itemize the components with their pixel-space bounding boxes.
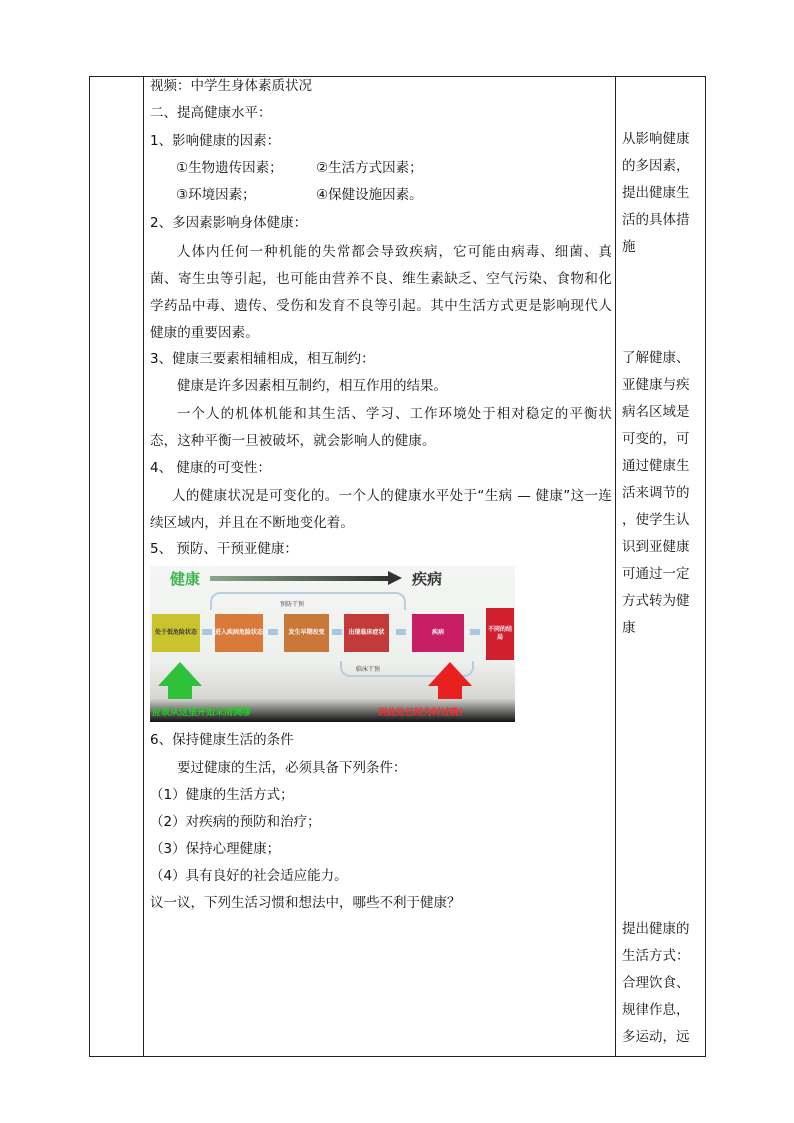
factor-item: ③环境因素；: [176, 187, 256, 203]
side-note-line: 提出健康生: [622, 185, 690, 201]
red-arrow-stem: [438, 685, 462, 699]
side-note-line: 通过健康生: [622, 458, 690, 474]
side-note-line: 的多因素，: [622, 158, 690, 174]
side-note-line: 病名区域是: [622, 404, 690, 420]
stage-box: 出现临床症状: [344, 614, 389, 652]
factor-item: ①生物遗传因素；: [176, 160, 283, 176]
column-divider-left: [143, 76, 144, 1057]
side-note-3: [622, 916, 704, 1051]
red-arrow-icon: [428, 662, 472, 686]
clinical-label: 临床干预: [356, 666, 381, 673]
side-note-line: 可变的，可: [622, 431, 690, 447]
variability-heading: 4、 健康的可变性：: [150, 460, 271, 476]
side-note-line: 活来调节的: [622, 485, 690, 501]
side-note-line: 生活方式：: [622, 948, 690, 964]
prevention-arc: [210, 592, 406, 610]
section-heading: 二、提高健康水平：: [150, 105, 272, 121]
variability-text: 人的健康状况是可变化的。一个人的健康水平处于“生病 — 健康”这一连续区域内，并且在不断地变化着。: [150, 488, 612, 531]
green-arrow-stem: [168, 685, 192, 699]
side-note-2: [622, 345, 704, 642]
side-note-line: 了解健康、: [622, 350, 690, 366]
side-note-line: 亚健康与疾: [622, 377, 690, 393]
column-divider-right: [615, 76, 616, 1057]
conditions-heading: 6、保持健康生活的条件: [150, 732, 294, 748]
health-disease-diagram: [150, 566, 515, 722]
condition-item: （3）保持心理健康；: [150, 841, 281, 857]
side-note-line: 活的具体措: [622, 212, 690, 228]
side-note-line: 方式转为健: [622, 593, 690, 609]
prevention-heading: 5、 预防、干预亚健康：: [150, 541, 298, 557]
three-elements-text-2: 一个人的机体机能和其生活、学习、工作环境处于相对稳定的平衡状态，这种平衡一旦被破坏，就会影响人的健康。: [150, 406, 612, 449]
diagram-health-label: 健康: [170, 570, 201, 588]
stage-box: 进入疾病危险状态: [215, 614, 263, 652]
condition-item: （2）对疾病的预防和治疗；: [150, 814, 321, 830]
side-note-line: 多运动，远: [622, 1029, 690, 1045]
multi-factor-heading: 2、多因素影响身体健康：: [150, 215, 308, 231]
arrow-head-icon: [388, 571, 402, 585]
connector-icon: [268, 629, 278, 635]
progress-arrow: [210, 576, 390, 581]
factor-item: ②生活方式因素；: [316, 160, 423, 176]
three-elements-text-1: 健康是许多因素相互制约，相互作用的结果。: [177, 378, 447, 394]
caption-right: 到此处已经为时过晚!: [378, 708, 464, 718]
side-note-line: 规律作息，: [622, 1002, 690, 1018]
diagram-disease-label: 疾病: [412, 570, 443, 588]
factor-item: ④保健设施因素。: [316, 187, 423, 203]
connector-icon: [332, 629, 342, 635]
three-elements-heading: 3、健康三要素相辅相成，相互制约：: [150, 351, 375, 367]
factors-heading: 1、影响健康的因素：: [150, 133, 281, 149]
side-note-line: 康: [622, 620, 636, 636]
condition-item: （4）具有良好的社会适应能力。: [150, 868, 348, 884]
connector-icon: [202, 629, 212, 635]
condition-item: （1）健康的生活方式；: [150, 787, 294, 803]
side-note-line: 提出健康的: [622, 921, 690, 937]
side-note-line: 合理饮食、: [622, 975, 690, 991]
connector-icon: [470, 629, 480, 635]
side-note-1: [622, 126, 704, 261]
multi-factor-text: 人体内任何一种机能的失常都会导致疾病，它可能由病毒、细菌、真菌、寄生虫等引起，也可能由营养不良、维生素缺乏、空气污染、食物和化学药品中毒、遗传、受伤和发育不良等引起。其中生活方式更是影响现代人健康的重要因素。: [150, 244, 612, 341]
side-note-line: 施: [622, 239, 636, 255]
video-line: 视频：中学生身体素质状况: [150, 78, 312, 94]
stage-box: 不同的结局: [486, 608, 514, 660]
stage-box: 处于低危险状态: [152, 614, 200, 652]
caption-left: 应该从这里开始未雨绸缪: [152, 708, 252, 718]
side-note-line: ，使学生认: [622, 512, 690, 528]
stage-box: 疾病: [412, 614, 464, 652]
prevention-label: 预防干预: [280, 601, 305, 608]
stage-box: 发生早期改变: [284, 614, 329, 652]
side-note-line: 可通过一定: [622, 566, 690, 582]
connector-icon: [396, 629, 406, 635]
side-note-line: 从影响健康: [622, 131, 690, 147]
discussion-prompt: 议一议，下列生活习惯和想法中，哪些不利于健康？: [150, 895, 461, 911]
green-arrow-icon: [158, 662, 202, 686]
conditions-intro: 要过健康的生活，必须具备下列条件：: [177, 760, 407, 776]
side-note-line: 识到亚健康: [622, 539, 690, 555]
